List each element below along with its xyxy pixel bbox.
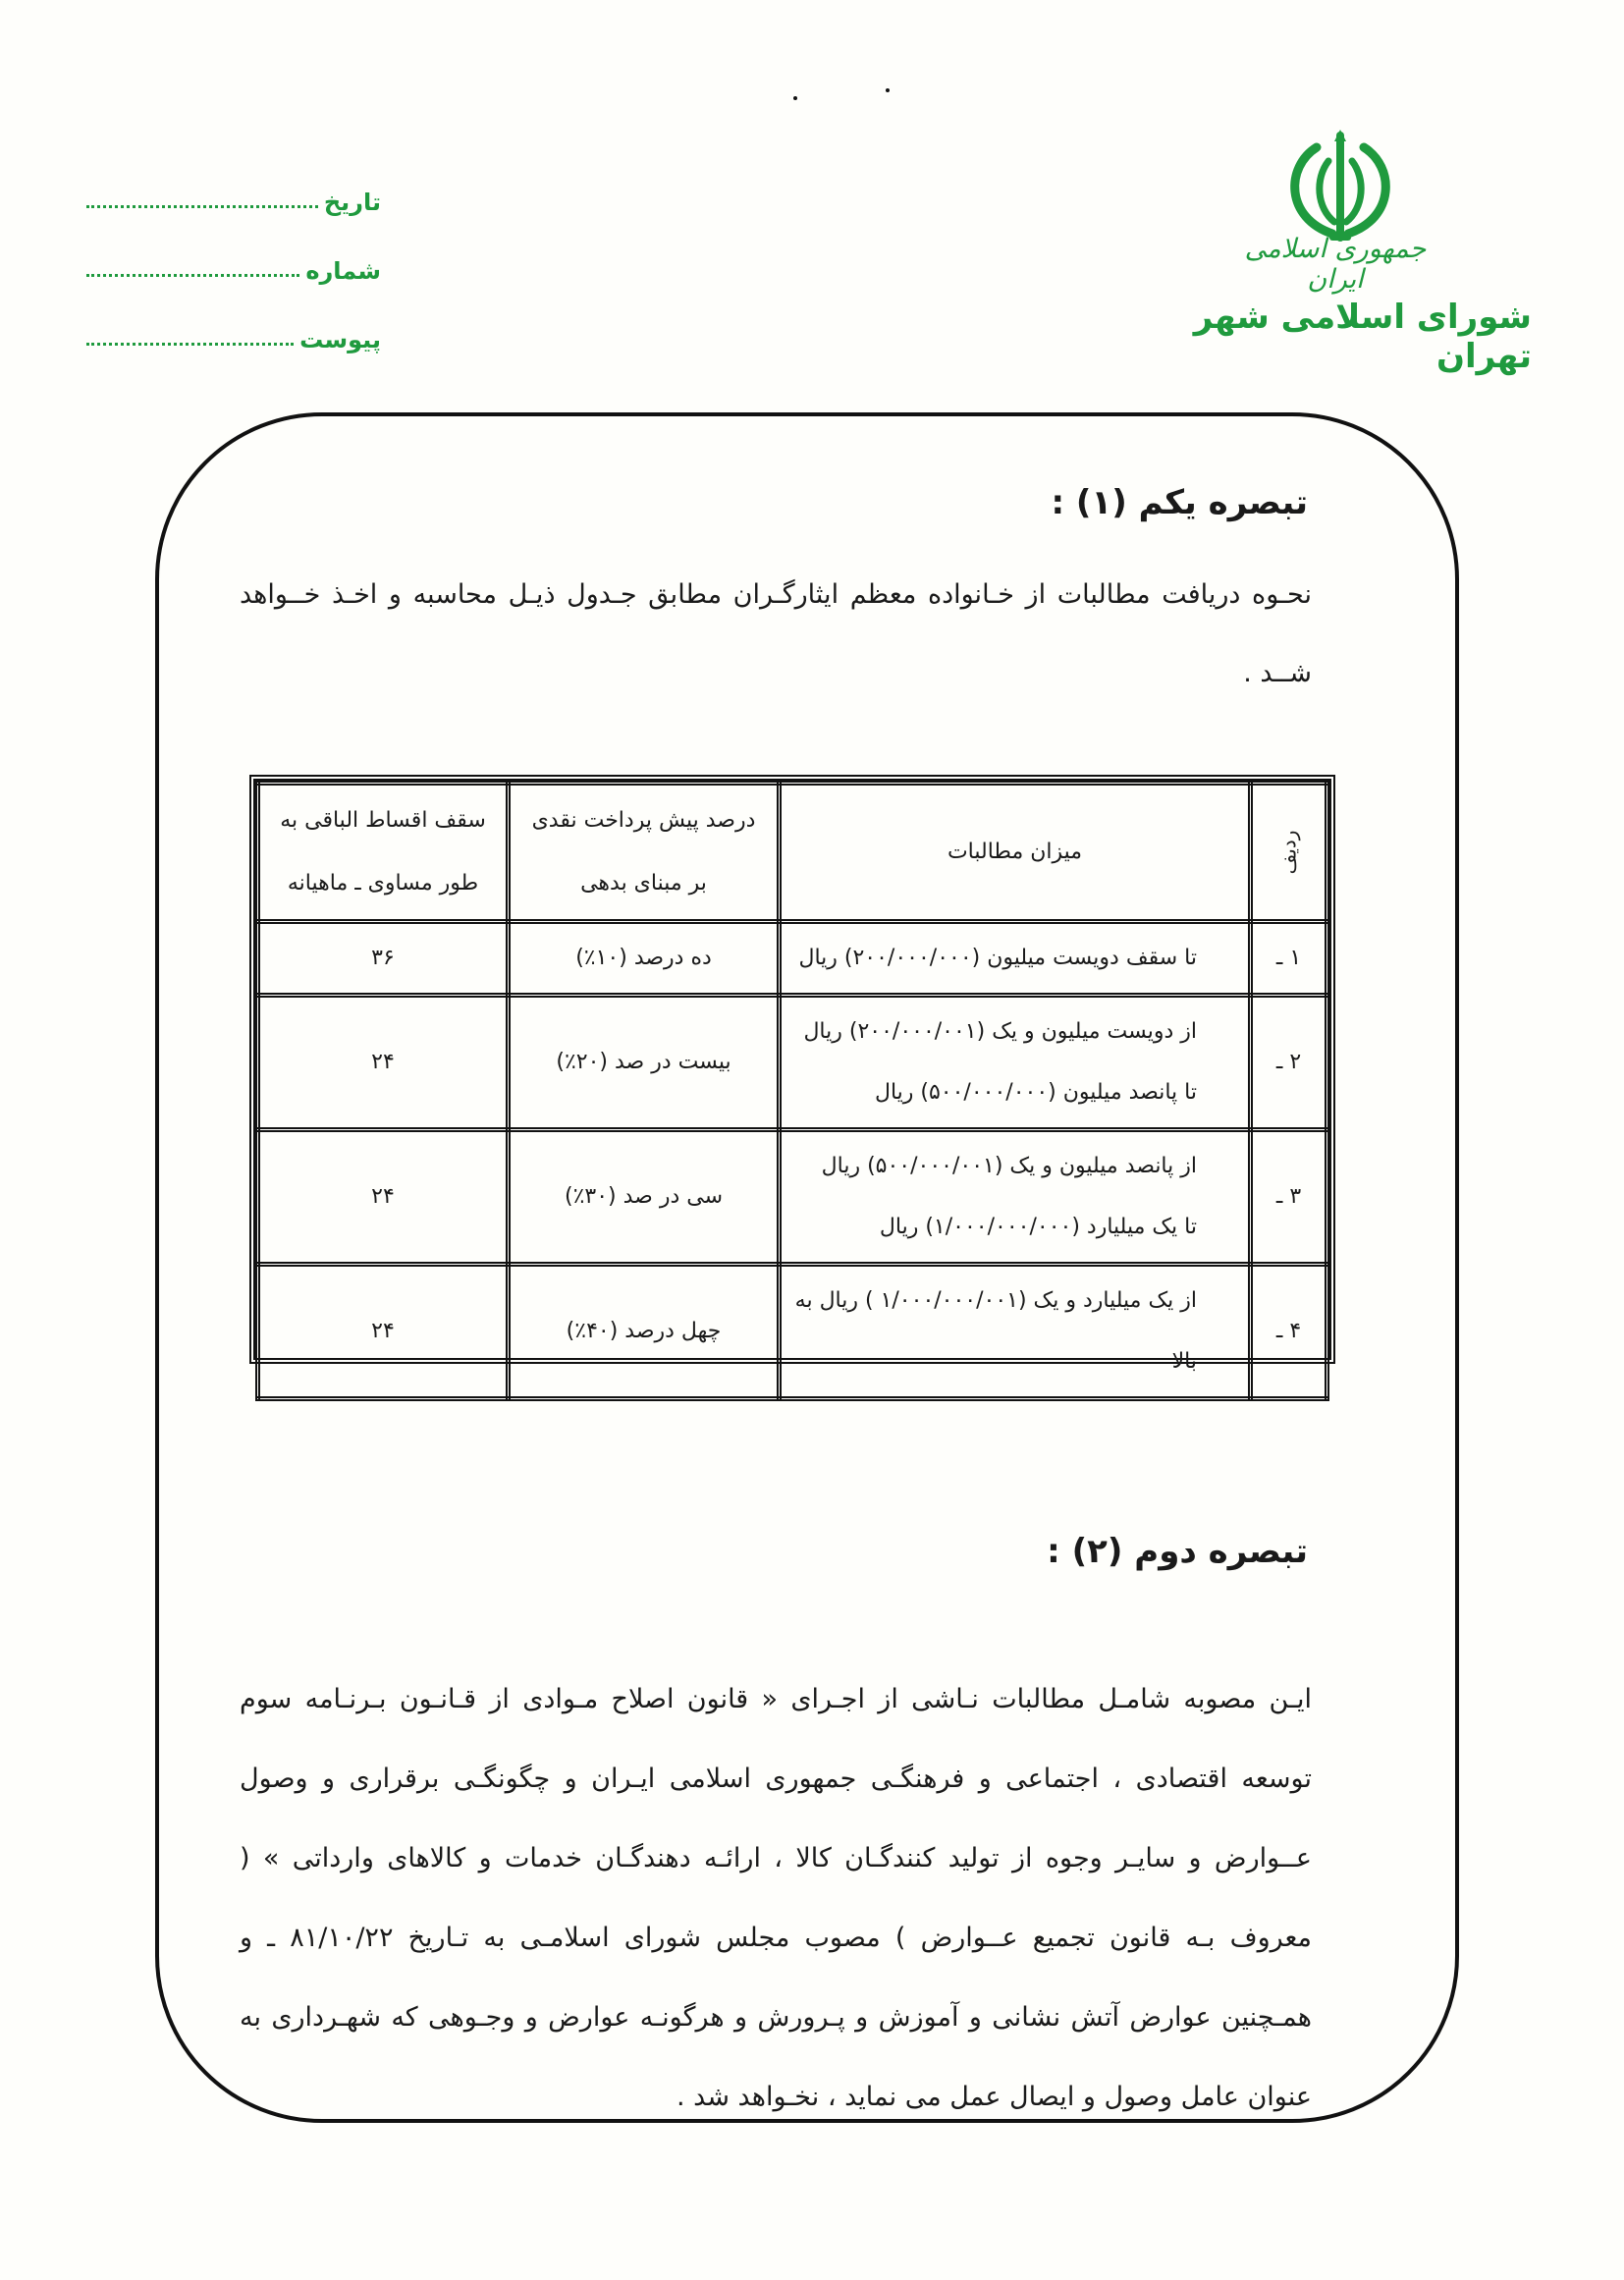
note2-paragraph: ایـن مصوبه شامـل مطالبات نـاشی از اجـرای « قانون اصلاح مـوادی از قـانـون بـرنـامه سوم توسعه اقتصادی ، اجتماعی و فرهنگـی جمهوری اسلامی ایـران و چگونگـی برقراری و وصول عــوارض و سایـر وجوه از تولید کنندگـان کالا ، ارائـه دهندگـان خدمات و کالاهای وارداتی » ( معروف بـه قانون تجمیع عــوارض ) مصوب مجلس شورای اسلامـی به تـاریخ ۸۱/۱۰/۲۲ ـ و همـچنین عوارض آتش نشانی و آموزش و پـرورش و هرگونـه عوارض و وجـوهی که شهـرداری به عنوان عامل وصول و ایصال عمل می نماید ، نخـواهد شد . [240, 1684, 1312, 2112]
date-field [86, 177, 381, 216]
row-amount-line1: از پانصد میلیون و یک (۵۰۰/۰۰۰/۰۰۱) ریال [821, 1154, 1197, 1178]
row-installments: ۳۶ [258, 922, 509, 996]
note2-title: تبصره دوم (۲) : [1047, 1532, 1308, 1571]
number-label: شماره [305, 257, 381, 285]
number-dotted-line [86, 274, 299, 277]
date-dotted-line [86, 205, 318, 208]
number-field [86, 245, 381, 285]
row-amount-line1: تا سقف دویست میلیون (۲۰۰/۰۰۰/۰۰۰) ریال [798, 946, 1197, 970]
header-prepayment [509, 784, 780, 922]
scan-speck [793, 96, 797, 100]
row-prepayment: سی در صد (۳۰٪) [509, 1130, 780, 1265]
date-label: تاریخ [323, 189, 381, 216]
row-amount-line2: تا پانصد میلیون (۵۰۰/۰۰۰/۰۰۰) ریال [874, 1080, 1197, 1105]
row-number: ۲ ـ [1251, 996, 1327, 1130]
header-installments [258, 784, 509, 922]
header-installments-line1: سقف اقساط الباقی به [280, 808, 486, 833]
republic-name: جمهوری اسلامی ایران [1244, 234, 1427, 295]
row-amount-line2: تا یک میلیارد (۱/۰۰۰/۰۰۰/۰۰۰) ریال [879, 1215, 1197, 1239]
row-amount-line1: از یک میلیارد و یک (۱/۰۰۰/۰۰۰/۰۰۱ ) ریال به بالا [794, 1288, 1197, 1374]
scan-speck [886, 88, 890, 92]
row-installments: ۲۴ [258, 1130, 509, 1265]
row-amount-line1: از دویست میلیون و یک (۲۰۰/۰۰۰/۰۰۱) ریال [803, 1019, 1197, 1044]
table-row [258, 996, 1327, 1130]
header-installments-line2: طور مساوی ـ ماهیانه [287, 871, 479, 896]
row-prepayment: ده درصد (۱۰٪) [509, 922, 780, 996]
row-number: ۴ ـ [1251, 1265, 1327, 1399]
table-row [258, 1130, 1327, 1265]
table-header-row [258, 784, 1327, 922]
header-row-number [1251, 784, 1327, 922]
council-name: شورای اسلامی شهر تهران [1193, 298, 1532, 376]
row-installments: ۲۴ [258, 996, 509, 1130]
row-installments: ۲۴ [258, 1265, 509, 1399]
row-amount [780, 1130, 1251, 1265]
header-amount: میزان مطالبات [780, 784, 1251, 922]
header-prepayment-line1: درصد پیش پرداخت نقدی [531, 808, 756, 833]
header-prepayment-line2: بر مبنای بدهی [580, 871, 707, 896]
row-amount [780, 922, 1251, 996]
row-amount [780, 1265, 1251, 1399]
attachment-label: پیوست [299, 326, 381, 353]
note1-paragraph: نحـوه دریافت مطالبات از خـانواده معظم ایثارگـران مطابق جـدول ذیـل محاسبه و اخـذ خــواهد شــد . [240, 579, 1312, 688]
row-number: ۱ ـ [1251, 922, 1327, 996]
row-amount [780, 996, 1251, 1130]
header-row-number-label: ردیف [1276, 830, 1301, 875]
table-row [258, 1265, 1327, 1399]
row-prepayment: چهل درصد (۴۰٪) [509, 1265, 780, 1399]
attachment-field [86, 314, 381, 353]
row-number: ۳ ـ [1251, 1130, 1327, 1265]
note1-title: تبصره یکم (۱) : [1051, 483, 1308, 522]
attachment-dotted-line [86, 343, 294, 346]
table-row [258, 922, 1327, 996]
receivables-table [249, 775, 1335, 1374]
row-prepayment: بیست در صد (۲۰٪) [509, 996, 780, 1130]
